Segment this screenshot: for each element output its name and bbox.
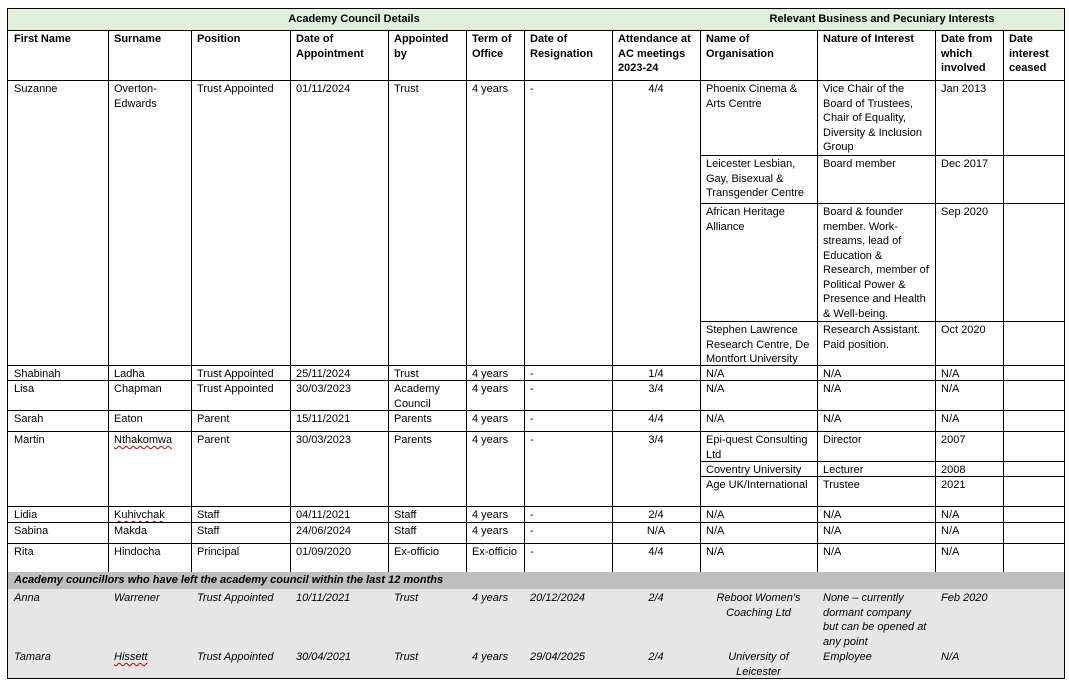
header-first-name: First Name	[7, 30, 109, 81]
member-surname-cell	[108, 431, 192, 507]
interest-nature-cell: N/A	[817, 410, 936, 432]
member-position-cell: Staff	[191, 522, 291, 544]
interest-ceased-cell	[1003, 321, 1065, 366]
member-by-cell: Trust	[388, 365, 467, 381]
member-attendance-cell: 2/4	[612, 506, 701, 523]
member-resign-cell: -	[524, 522, 613, 544]
interest-from-cell: 2021	[935, 476, 1004, 507]
interest-from-cell: Dec 2017	[935, 155, 1004, 204]
member-position-cell: Trust Appointed	[191, 380, 291, 411]
interest-from-cell: N/A	[935, 648, 1004, 679]
council-section-title: Academy Council Details	[7, 8, 701, 31]
member-attendance-cell: 2/4	[612, 648, 701, 679]
header-date-from: Date from which involved	[935, 30, 1004, 81]
interest-ceased-cell	[1003, 203, 1065, 322]
interest-org-cell: Stephen Lawrence Research Centre, De Montfort University	[700, 321, 818, 366]
interest-ceased-cell	[1003, 431, 1065, 462]
member-term-cell: 4 years	[466, 589, 525, 649]
interest-ceased-cell	[1003, 476, 1065, 507]
member-surname-cell	[108, 506, 192, 523]
interest-nature-cell: Board member	[817, 155, 936, 204]
member-surname-cell: Eaton	[108, 410, 192, 432]
header-position: Position	[191, 30, 291, 81]
member-by-cell: Trust	[388, 648, 467, 679]
interest-nature-cell: None – currently dormant company but can be opened at any point	[817, 589, 936, 649]
interest-ceased-cell	[1003, 80, 1065, 156]
header-date-ceased: Date interest ceased	[1003, 30, 1065, 81]
member-position-cell: Trust Appointed	[191, 80, 291, 366]
member-position-cell: Trust Appointed	[191, 648, 291, 679]
member-resign-cell: -	[524, 506, 613, 523]
member-attendance-cell: 1/4	[612, 365, 701, 381]
interest-from-cell: N/A	[935, 410, 1004, 432]
member-term-cell: 4 years	[466, 648, 525, 679]
member-resign-cell: -	[524, 80, 613, 366]
member-position-cell: Trust Appointed	[191, 365, 291, 381]
member-surname-cell: Hindocha	[108, 543, 192, 573]
member-term-cell: 4 years	[466, 431, 525, 507]
header-resignation: Date of Resignation	[524, 30, 613, 81]
member-resign-cell: 29/04/2025	[524, 648, 613, 679]
member-date-cell: 04/11/2021	[290, 506, 389, 523]
member-term-cell: 4 years	[466, 80, 525, 366]
member-date-cell: 15/11/2021	[290, 410, 389, 432]
interest-ceased-cell	[1003, 365, 1065, 381]
member-resign-cell: -	[524, 365, 613, 381]
member-first-cell: Lidia	[7, 506, 109, 523]
member-date-cell: 24/06/2024	[290, 522, 389, 544]
interest-from-cell: N/A	[935, 522, 1004, 544]
member-term-cell: 4 years	[466, 522, 525, 544]
interests-section-title: Relevant Business and Pecuniary Interests	[700, 8, 1065, 31]
member-term-cell: 4 years	[466, 365, 525, 381]
interest-nature-cell: N/A	[817, 506, 936, 523]
interest-nature-cell: N/A	[817, 380, 936, 411]
member-position-cell: Principal	[191, 543, 291, 573]
interest-org-cell: Leicester Lesbian, Gay, Bisexual & Transgender Centre	[700, 155, 818, 204]
header-surname: Surname	[108, 30, 192, 81]
member-date-cell: 01/09/2020	[290, 543, 389, 573]
member-resign-cell: -	[524, 410, 613, 432]
member-surname-cell: Chapman	[108, 380, 192, 411]
member-attendance-cell: 2/4	[612, 589, 701, 649]
header-attendance: Attendance at AC meetings 2023-24	[612, 30, 701, 81]
interest-ceased-cell	[1003, 380, 1065, 411]
member-attendance-cell: 4/4	[612, 543, 701, 573]
interest-from-cell: N/A	[935, 365, 1004, 381]
member-by-cell: Ex-officio	[388, 543, 467, 573]
interest-org-cell: Epi-quest Consulting Ltd	[700, 431, 818, 462]
member-surname-cell: Ladha	[108, 365, 192, 381]
interest-org-cell: N/A	[700, 365, 818, 381]
interest-from-cell: 2007	[935, 431, 1004, 462]
member-term-cell: Ex-officio	[466, 543, 525, 573]
interest-from-cell: 2008	[935, 461, 1004, 477]
spellcheck-underlined-surname: Hissett	[114, 651, 148, 663]
interest-nature-cell: Director	[817, 431, 936, 462]
member-by-cell: Parents	[388, 431, 467, 507]
interest-nature-cell: Vice Chair of the Board of Trustees, Chair of Equality, Diversity & Inclusion Group	[817, 80, 936, 156]
member-surname-cell: Warrener	[108, 589, 192, 649]
member-resign-cell: -	[524, 431, 613, 507]
interest-ceased-cell	[1003, 461, 1065, 477]
member-term-cell: 4 years	[466, 380, 525, 411]
interest-org-cell: N/A	[700, 506, 818, 523]
member-by-cell: Staff	[388, 506, 467, 523]
member-date-cell: 30/03/2023	[290, 380, 389, 411]
interest-ceased-cell	[1003, 589, 1065, 649]
interest-org-cell: N/A	[700, 410, 818, 432]
interest-nature-cell: Lecturer	[817, 461, 936, 477]
member-first-cell: Martin	[7, 431, 109, 507]
member-position-cell: Trust Appointed	[191, 589, 291, 649]
member-date-cell: 10/11/2021	[290, 589, 389, 649]
interest-from-cell: Feb 2020	[935, 589, 1004, 649]
member-attendance-cell: N/A	[612, 522, 701, 544]
header-nature: Nature of Interest	[817, 30, 936, 81]
member-by-cell: Trust	[388, 80, 467, 366]
interest-org-cell: N/A	[700, 522, 818, 544]
member-attendance-cell: 3/4	[612, 431, 701, 507]
interest-org-cell: Phoenix Cinema & Arts Centre	[700, 80, 818, 156]
interest-ceased-cell	[1003, 543, 1065, 573]
member-resign-cell: 20/12/2024	[524, 589, 613, 649]
interest-ceased-cell	[1003, 410, 1065, 432]
interest-from-cell: Oct 2020	[935, 321, 1004, 366]
member-surname-cell	[108, 648, 192, 679]
spellcheck-underlined-surname: Nthakomwa	[114, 434, 173, 446]
interest-nature-cell: N/A	[817, 543, 936, 573]
member-term-cell: 4 years	[466, 506, 525, 523]
interest-from-cell: Sep 2020	[935, 203, 1004, 322]
former-members-banner: Academy councillors who have left the academy council within the last 12 months	[7, 572, 1065, 590]
member-first-cell: Rita	[7, 543, 109, 573]
spellcheck-underlined-surname: Kuhivchak	[114, 509, 165, 521]
interest-from-cell: Jan 2013	[935, 80, 1004, 156]
member-surname-cell: Makda	[108, 522, 192, 544]
member-position-cell: Parent	[191, 431, 291, 507]
interest-nature-cell: Employee	[817, 648, 936, 679]
header-date-appointment: Date of Appointment	[290, 30, 389, 81]
interest-ceased-cell	[1003, 522, 1065, 544]
member-term-cell: 4 years	[466, 410, 525, 432]
interest-from-cell: N/A	[935, 506, 1004, 523]
header-term: Term of Office	[466, 30, 525, 81]
member-attendance-cell: 3/4	[612, 380, 701, 411]
interest-org-cell: N/A	[700, 380, 818, 411]
interest-from-cell: N/A	[935, 380, 1004, 411]
interest-org-cell: Coventry University	[700, 461, 818, 477]
member-position-cell: Parent	[191, 410, 291, 432]
member-resign-cell: -	[524, 380, 613, 411]
interest-nature-cell: N/A	[817, 365, 936, 381]
member-by-cell: Trust	[388, 589, 467, 649]
interest-nature-cell: N/A	[817, 522, 936, 544]
member-first-cell: Tamara	[7, 648, 109, 679]
member-surname-cell: Overton-Edwards	[108, 80, 192, 366]
interest-nature-cell: Research Assistant. Paid position.	[817, 321, 936, 366]
interest-from-cell: N/A	[935, 543, 1004, 573]
header-appointed-by: Appointed by	[388, 30, 467, 81]
member-resign-cell: -	[524, 543, 613, 573]
member-first-cell: Sabina	[7, 522, 109, 544]
member-by-cell: Parents	[388, 410, 467, 432]
member-by-cell: Academy Council	[388, 380, 467, 411]
member-first-cell: Lisa	[7, 380, 109, 411]
interest-ceased-cell	[1003, 648, 1065, 679]
interest-nature-cell: Board & founder member. Work-streams, lead of Education & Research, member of Political Power & Presence and Health & Well-being.	[817, 203, 936, 322]
member-first-cell: Shabinah	[7, 365, 109, 381]
interest-ceased-cell	[1003, 155, 1065, 204]
member-attendance-cell: 4/4	[612, 410, 701, 432]
interest-org-cell: African Heritage Alliance	[700, 203, 818, 322]
member-first-cell: Anna	[7, 589, 109, 649]
interest-org-cell: Reboot Women's Coaching Ltd	[700, 589, 818, 649]
member-by-cell: Staff	[388, 522, 467, 544]
interest-ceased-cell	[1003, 506, 1065, 523]
interest-nature-cell: Trustee	[817, 476, 936, 507]
interest-org-cell: Age UK/International	[700, 476, 818, 507]
member-first-cell: Suzanne	[7, 80, 109, 366]
member-date-cell: 25/11/2024	[290, 365, 389, 381]
interest-org-cell: University of Leicester	[700, 648, 818, 679]
member-date-cell: 01/11/2024	[290, 80, 389, 366]
member-position-cell: Staff	[191, 506, 291, 523]
member-attendance-cell: 4/4	[612, 80, 701, 366]
interest-org-cell: N/A	[700, 543, 818, 573]
member-date-cell: 30/03/2023	[290, 431, 389, 507]
member-date-cell: 30/04/2021	[290, 648, 389, 679]
header-org: Name of Organisation	[700, 30, 818, 81]
member-first-cell: Sarah	[7, 410, 109, 432]
